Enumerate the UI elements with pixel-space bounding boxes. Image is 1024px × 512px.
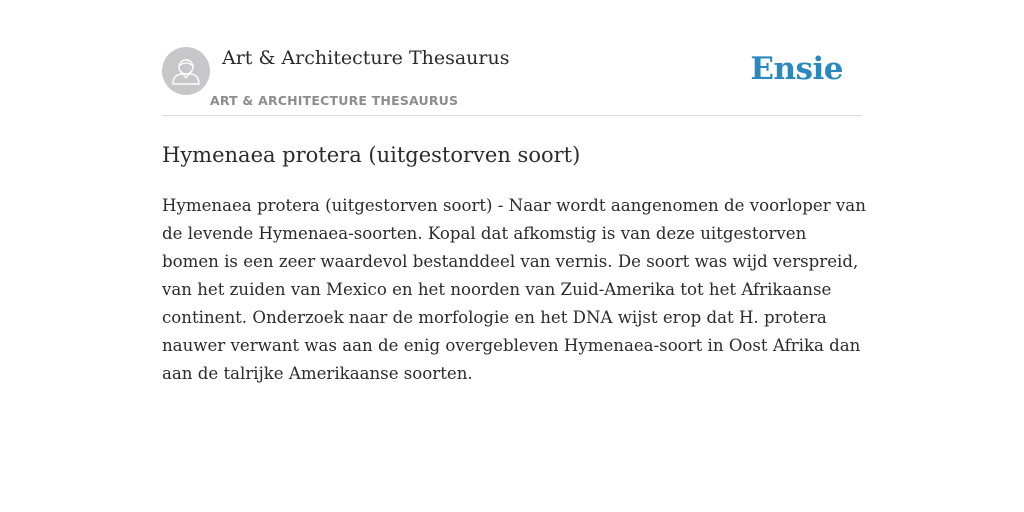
entry-header [162,0,862,116]
source-title-link[interactable]: Art & Architecture Thesaurus [222,47,510,69]
entry-card [162,0,866,383]
user-avatar-icon[interactable] [162,47,210,95]
entry-title: Hymenaea protera (uitgestorven soort) [162,143,581,167]
entry-definition: Hymenaea protera (uitgestorven soort) - Naar wordt aangenomen de voorloper van de levende Hymenaea-soorten. Kopal dat afkomstig is van deze uitgestorven bomen is een zeer waardevol bestanddeel van vernis. De soort was wijd verspreid, van het zuiden van Mexico en het noorden van Zuid-Amerika tot het Afrikaanse continent. Onderzoek naar de morfologie en het DNA wijst erop dat H. protera nauwer verwant was aan de enig overgebleven Hymenaea-soort in Oost Afrika dan aan de talrijke Amerikaanse soorten. [162,196,866,383]
source-caption: ART & ARCHITECTURE THESAURUS [210,93,459,108]
ensie-logo[interactable]: Ensie [750,51,843,87]
person-outline-icon [162,47,210,95]
